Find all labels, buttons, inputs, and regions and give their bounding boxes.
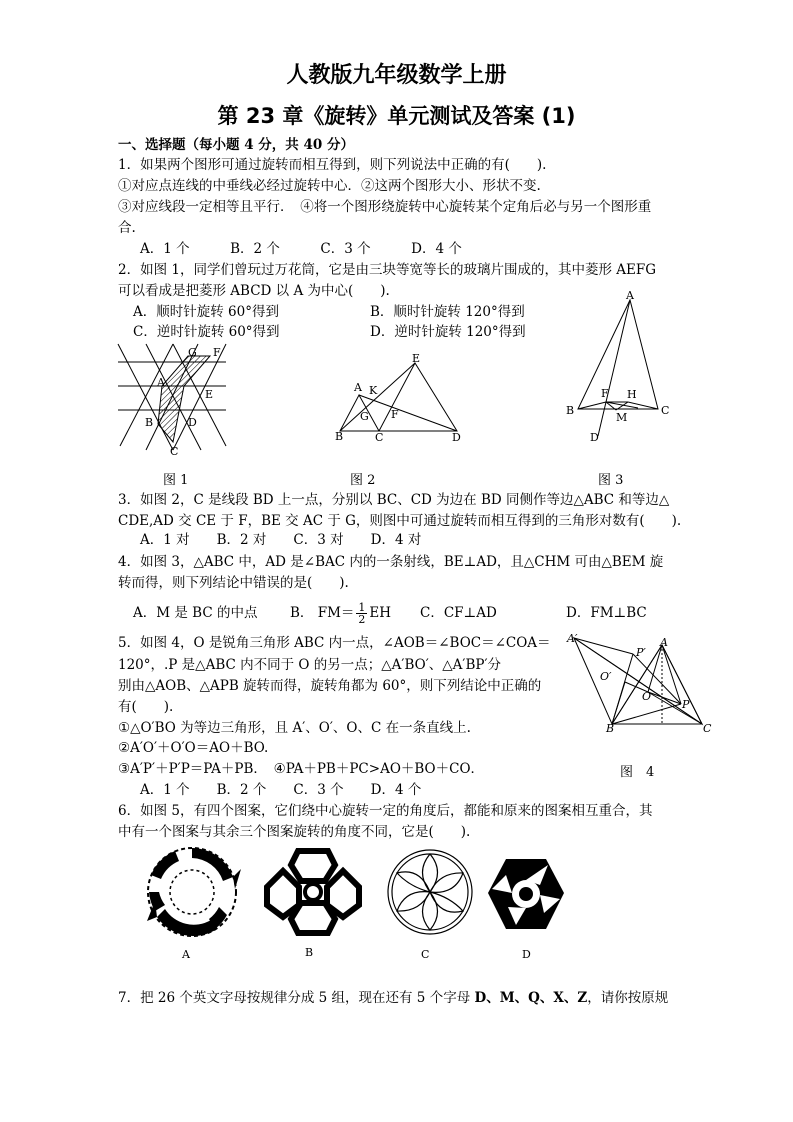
fig1-label: E <box>205 388 214 401</box>
fig4-label: P′ <box>636 646 646 659</box>
q3-line: CDE,AD 交 CE 于 F，BE 交 AC 于 G，则图中可通过旋转而相互得到的三角形对数有( ). <box>118 513 682 529</box>
page-subtitle: 第 23 章《旋转》单元测试及答案 (1) <box>217 104 576 128</box>
q4-stem: 4．如图 3，△ABC 中，AD 是∠BAC 内的一条射线，BE⊥AD，且△CHM 可由△BEM 旋 <box>118 554 664 570</box>
q4-option-c: C．CF⊥AD <box>420 605 497 621</box>
q1-stem: 1．如果两个图形可通过旋转而相互得到，则下列说法中正确的有( ). <box>118 157 547 173</box>
fig2-caption: 图 2 <box>350 473 376 488</box>
fig4-label: O′ <box>600 670 612 683</box>
q2-option-b: B．顺时针旋转 120°得到 <box>370 304 525 320</box>
fig5-label-c: C <box>421 948 430 961</box>
fig1-label: D <box>188 416 197 429</box>
figure-5-pattern-d <box>486 855 566 935</box>
fig5-label-b: B <box>305 946 314 959</box>
fig2-label: C <box>375 431 384 444</box>
q2-option-a: A．顺时针旋转 60°得到 <box>133 304 279 320</box>
fig2-label: E <box>412 352 421 365</box>
q5-line: ①△O′BO 为等边三角形，且 A′、O′、O、C 在一条直线上. <box>118 720 471 736</box>
page-title: 人教版九年级数学上册 <box>286 63 507 88</box>
fig3-label: F <box>601 387 609 400</box>
fig4-label: C <box>703 722 712 735</box>
q4-option-a: A．M 是 BC 的中点 <box>133 605 258 621</box>
q2-line: 可以看成是把菱形 ABCD 以 A 为中心( ). <box>118 283 390 299</box>
fig3-caption: 图 3 <box>598 473 624 488</box>
q7-stem: 7．把 26 个英文字母按规律分成 5 组，现在还有 5 个字母 D、M、Q、X、Z，请你按原规 <box>118 990 669 1006</box>
fig1-label: G <box>188 346 197 359</box>
q4-option-d: D．FM⊥BC <box>566 605 647 621</box>
fig1-label: B <box>145 416 154 429</box>
q5-line: ③A′P′＋P′P＝PA＋PB． ④PA＋PB＋PC>AO＋BO＋CO． <box>118 761 485 777</box>
fig2-label: D <box>452 431 461 444</box>
fig1-caption: 图 1 <box>163 473 189 488</box>
q3-options: A．1 对 B．2 对 C．3 对 D．4 对 <box>140 532 422 548</box>
q5-options: A．1 个 B．2 个 C．3 个 D．4 个 <box>140 782 422 798</box>
q2-stem: 2．如图 1，同学们曾玩过万花筒，它是由三块等宽等长的玻璃片围成的，其中菱形 AEFG <box>118 262 657 278</box>
q2-option-d: D．逆时针旋转 120°得到 <box>370 324 526 340</box>
q4-line: 转而得，则下列结论中错误的是( ). <box>118 575 349 591</box>
fig3-label: C <box>661 404 670 417</box>
fig2-label: K <box>369 384 378 397</box>
q1-line: ①对应点连线的中垂线必经过旋转中心．②这两个图形大小、形状不变. <box>118 178 541 194</box>
fig5-label-a: A <box>182 948 190 961</box>
fig1-label: A <box>157 376 165 389</box>
fig3-label: B <box>566 404 575 417</box>
figure-5-pattern-b <box>263 847 363 937</box>
fig2-label: G <box>360 410 369 423</box>
q1-line: ③对应线段一定相等且平行． ④将一个图形绕旋转中心旋转某个定角后必与另一个图形重 <box>118 199 652 215</box>
q5-stem: 5．如图 4，O 是锐角三角形 ABC 内一点，∠AOB＝∠BOC＝∠COA＝ <box>118 635 551 651</box>
fig2-label: B <box>335 430 344 443</box>
fig4-label: B <box>606 722 615 735</box>
fig4-label: A′ <box>567 632 578 645</box>
figure-5-pattern-c <box>385 847 475 937</box>
q5-line: ②A′O′＋O′O＝AO＋BO. <box>118 740 269 756</box>
figure-5-pattern-a <box>145 845 240 940</box>
fig4-caption: 图 4 <box>620 765 655 780</box>
q5-line: 120°，.P 是△ABC 内不同于 O 的另一点；△A′BO′、△A′BP′分 <box>118 657 502 673</box>
fig3-label: H <box>627 388 637 401</box>
q1-options: A．1 个 B．2 个 C．3 个 D．4 个 <box>140 241 462 257</box>
fig3-label: D <box>590 431 599 444</box>
fig2-label: A <box>354 381 362 394</box>
figure-2 <box>335 355 465 440</box>
q1-line: 合. <box>118 220 136 236</box>
section-heading: 一、选择题（每小题 4 分，共 40 分） <box>118 137 354 153</box>
fig4-label: P <box>682 698 690 711</box>
fig4-label: A <box>660 636 668 649</box>
fig4-label: O <box>642 690 652 703</box>
q6-line: 中有一个图案与其余三个图案旋转的角度不同，它是( ). <box>118 824 471 840</box>
q5-line: 有( ). <box>118 699 174 715</box>
fig5-label-d: D <box>522 948 531 961</box>
fig1-label: F <box>213 346 221 359</box>
q2-option-c: C．逆时针旋转 60°得到 <box>133 324 280 340</box>
q5-line: 别由△AOB、△APB 旋转而得，旋转角都为 60°，则下列结论中正确的 <box>118 678 542 694</box>
q4-option-b: B． FM＝ $\frac{1}{2}$ EH <box>290 601 392 626</box>
fig2-label: F <box>391 408 399 421</box>
fig1-label: C <box>170 445 179 458</box>
fig3-label: A <box>626 289 634 302</box>
fig3-label: M <box>616 411 628 424</box>
q3-stem: 3．如图 2，C 是线段 BD 上一点，分别以 BC、CD 为边在 BD 同侧作等边△ABC 和等边△ <box>118 492 670 508</box>
q6-stem: 6．如图 5，有四个图案，它们绕中心旋转一定的角度后，都能和原来的图案相互重合，其 <box>118 803 653 819</box>
